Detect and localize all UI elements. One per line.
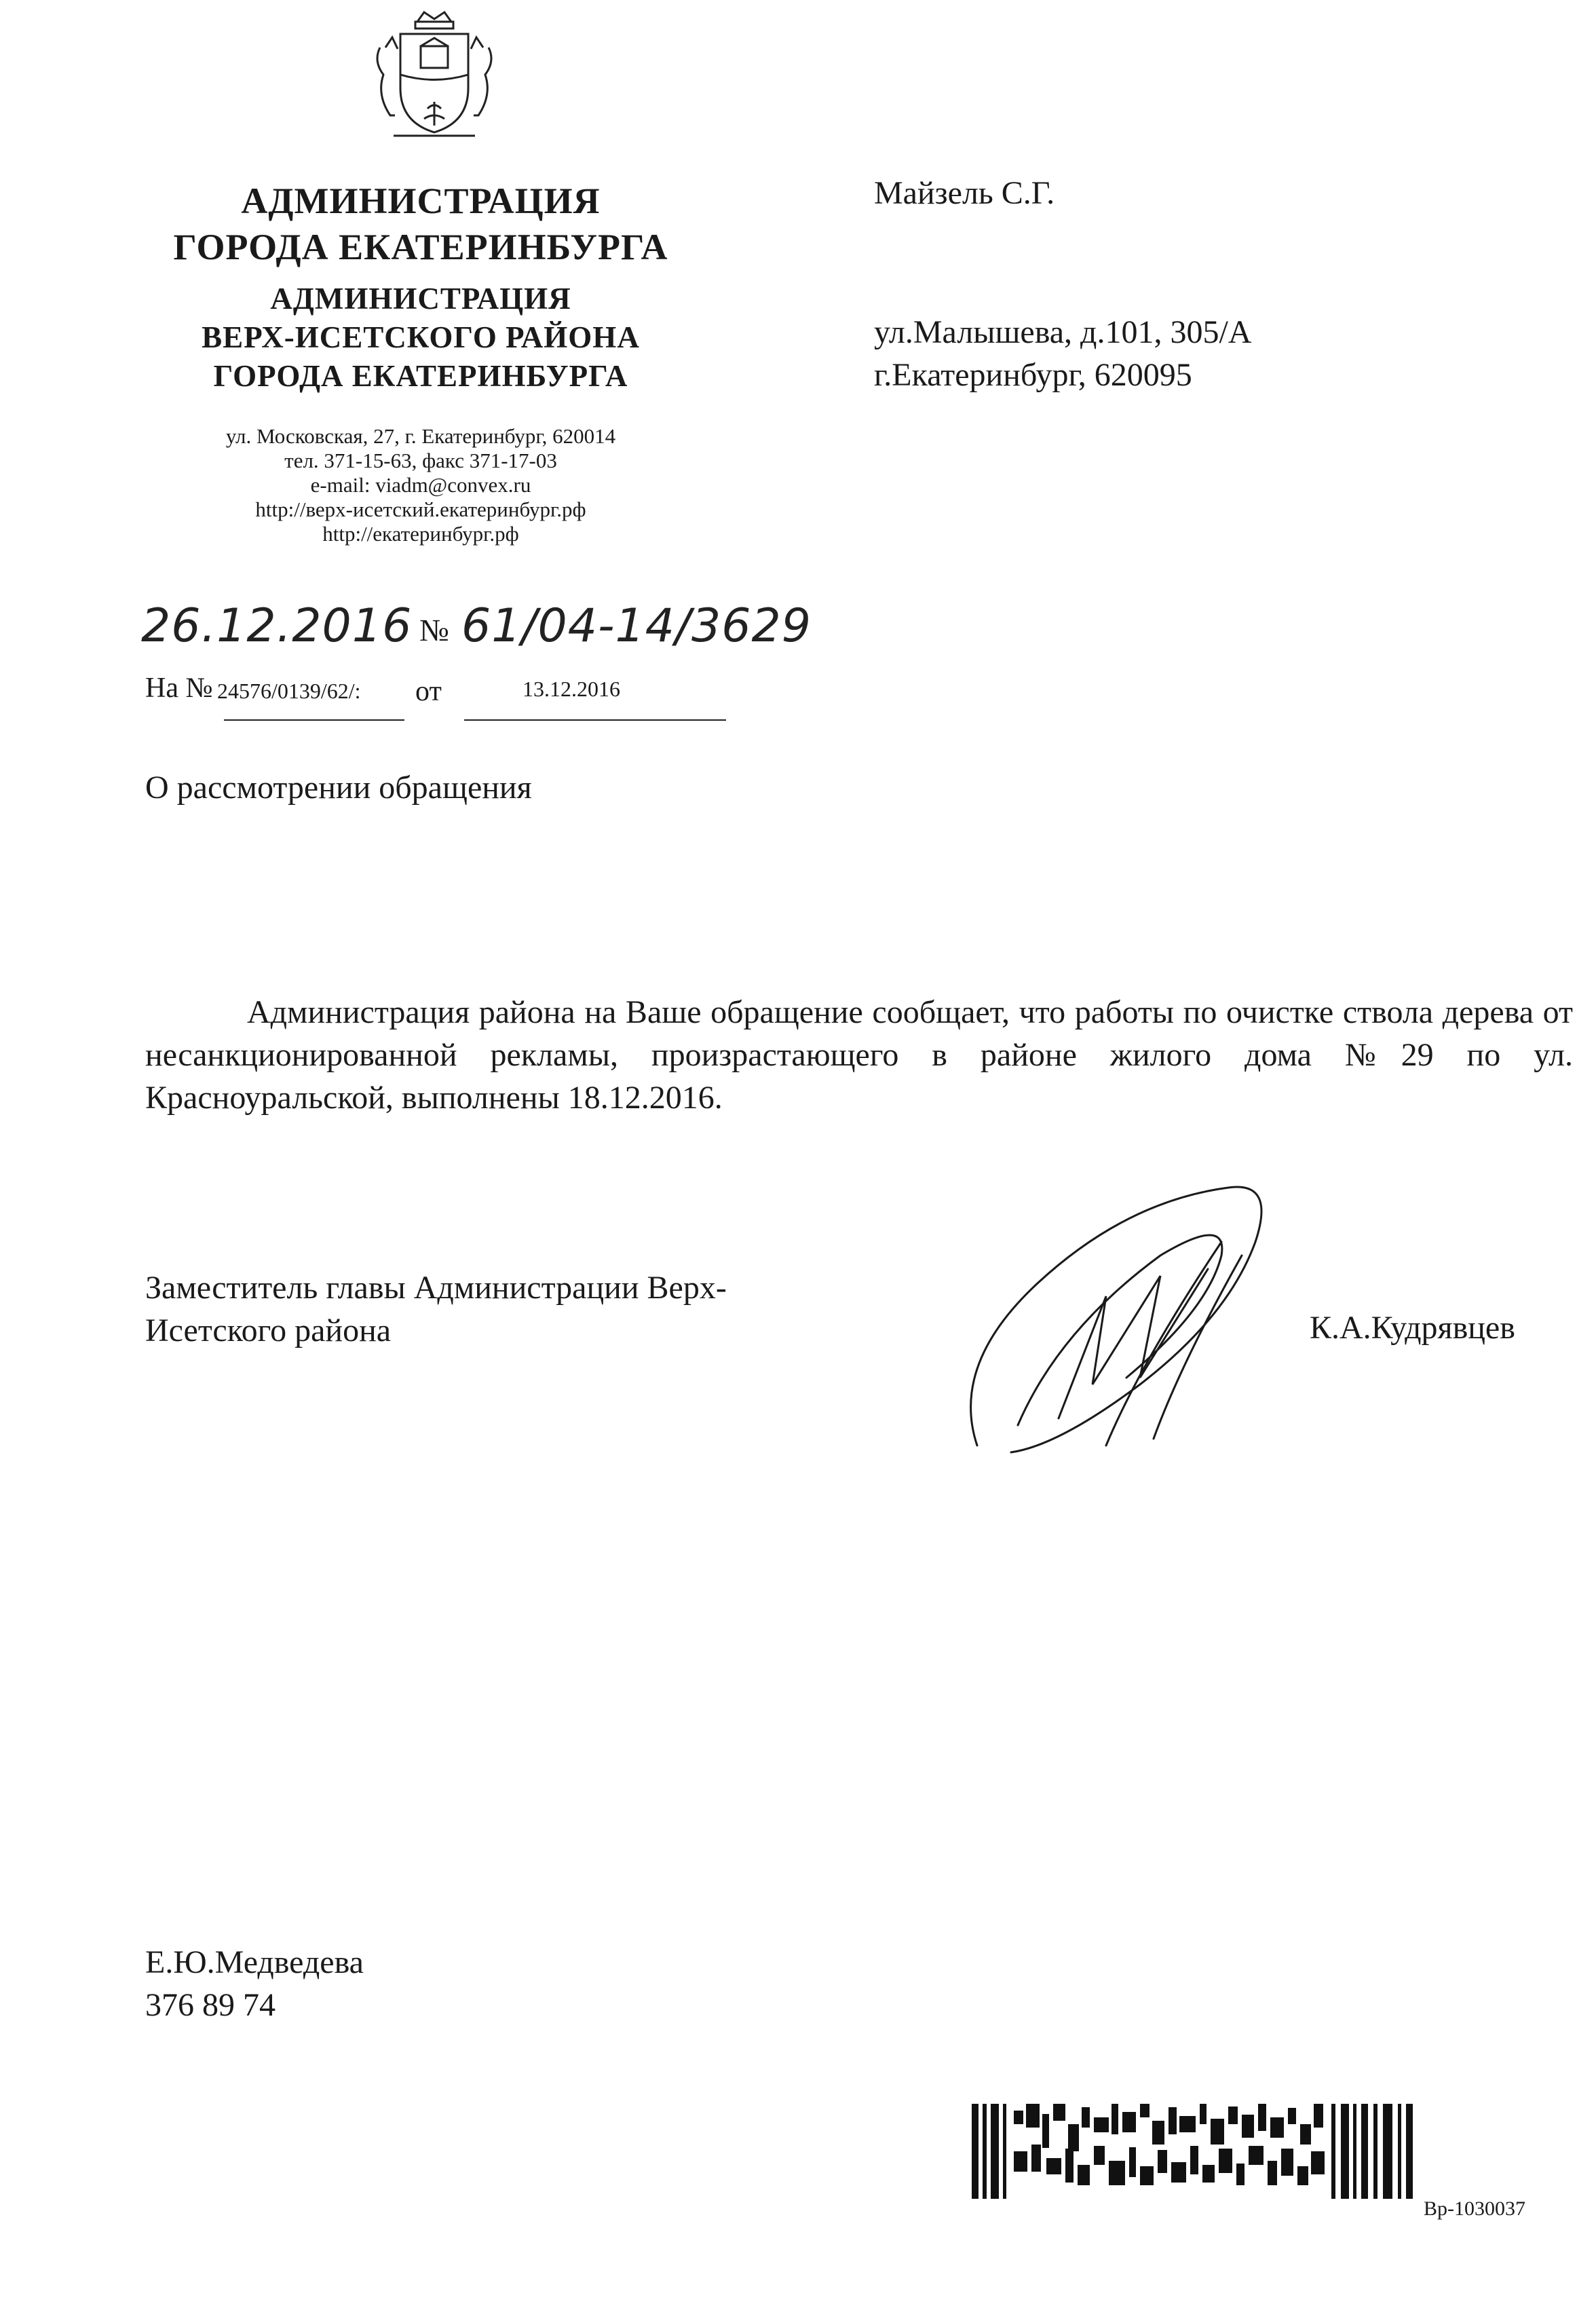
suborganization-name xyxy=(142,280,699,396)
reply-from-label: от xyxy=(415,676,442,707)
registration-number: 61/04-14/3629 xyxy=(461,599,812,653)
performer-phone: 376 89 74 xyxy=(145,1987,276,2023)
contact-block xyxy=(156,424,685,546)
suborg-line-3: ГОРОДА ЕКАТЕРИНБУРГА xyxy=(213,359,628,393)
signatory-title-line-2: Исетского района xyxy=(145,1312,392,1348)
org-phone: тел. 371-15-63, факс 371-17-03 xyxy=(284,449,557,472)
signatory-name: К.А.Кудрявцев xyxy=(1310,1310,1515,1346)
recipient-street: ул.Малышева, д.101, 305/А xyxy=(874,314,1252,350)
letter-body: Администрация района на Ваше обращение сообщает, что работы по очистке ствола дерева от несанкционированной рекламы, произрастающего в районе жилого дома №29 по ул. Красноуральской, выполнены 18.12.2016. xyxy=(145,994,1573,1116)
barcode-id: Вр-1030037 xyxy=(1424,2197,1525,2220)
org-site-2: http://екатеринбург.рф xyxy=(322,522,519,546)
letter-subject: О рассмотрении обращения xyxy=(145,770,532,806)
reply-date-underline xyxy=(464,719,726,721)
recipient-address xyxy=(874,311,1251,396)
org-line-2: ГОРОДА ЕКАТЕРИНБУРГА xyxy=(173,227,668,267)
reply-prefix: На № xyxy=(145,673,213,704)
registration-date: 26.12.2016 xyxy=(141,599,413,653)
org-email: e-mail: viadm@convex.ru xyxy=(310,473,531,497)
org-address: ул. Московская, 27, г. Екатеринбург, 620014 xyxy=(225,424,616,448)
recipient-name: Майзель С.Г. xyxy=(874,175,1055,211)
suborg-line-1: АДМИНИСТРАЦИЯ xyxy=(270,282,571,316)
reply-number-underline xyxy=(224,719,404,721)
reply-number: 24576/0139/62/: xyxy=(217,679,361,703)
reply-date: 13.12.2016 xyxy=(522,677,620,701)
signatory-title xyxy=(145,1266,727,1352)
number-sign: № xyxy=(419,613,449,647)
performer-name: Е.Ю.Медведева xyxy=(145,1944,364,1980)
city-coat-of-arms-icon xyxy=(353,7,516,143)
signatory-title-line-1: Заместитель главы Администрации Верх- xyxy=(145,1270,727,1306)
handwritten-signature xyxy=(936,1160,1316,1500)
recipient-city: г.Екатеринбург, 620095 xyxy=(874,357,1192,393)
performer-block xyxy=(145,1941,364,2026)
barcode-icon xyxy=(972,2104,1420,2199)
org-site-1: http://верх-исетский.екатеринбург.рф xyxy=(255,497,586,521)
suborg-line-2: ВЕРХ-ИСЕТСКОГО РАЙОНА xyxy=(202,320,640,354)
organization-name xyxy=(122,178,719,270)
org-line-1: АДМИНИСТРАЦИЯ xyxy=(241,181,601,221)
